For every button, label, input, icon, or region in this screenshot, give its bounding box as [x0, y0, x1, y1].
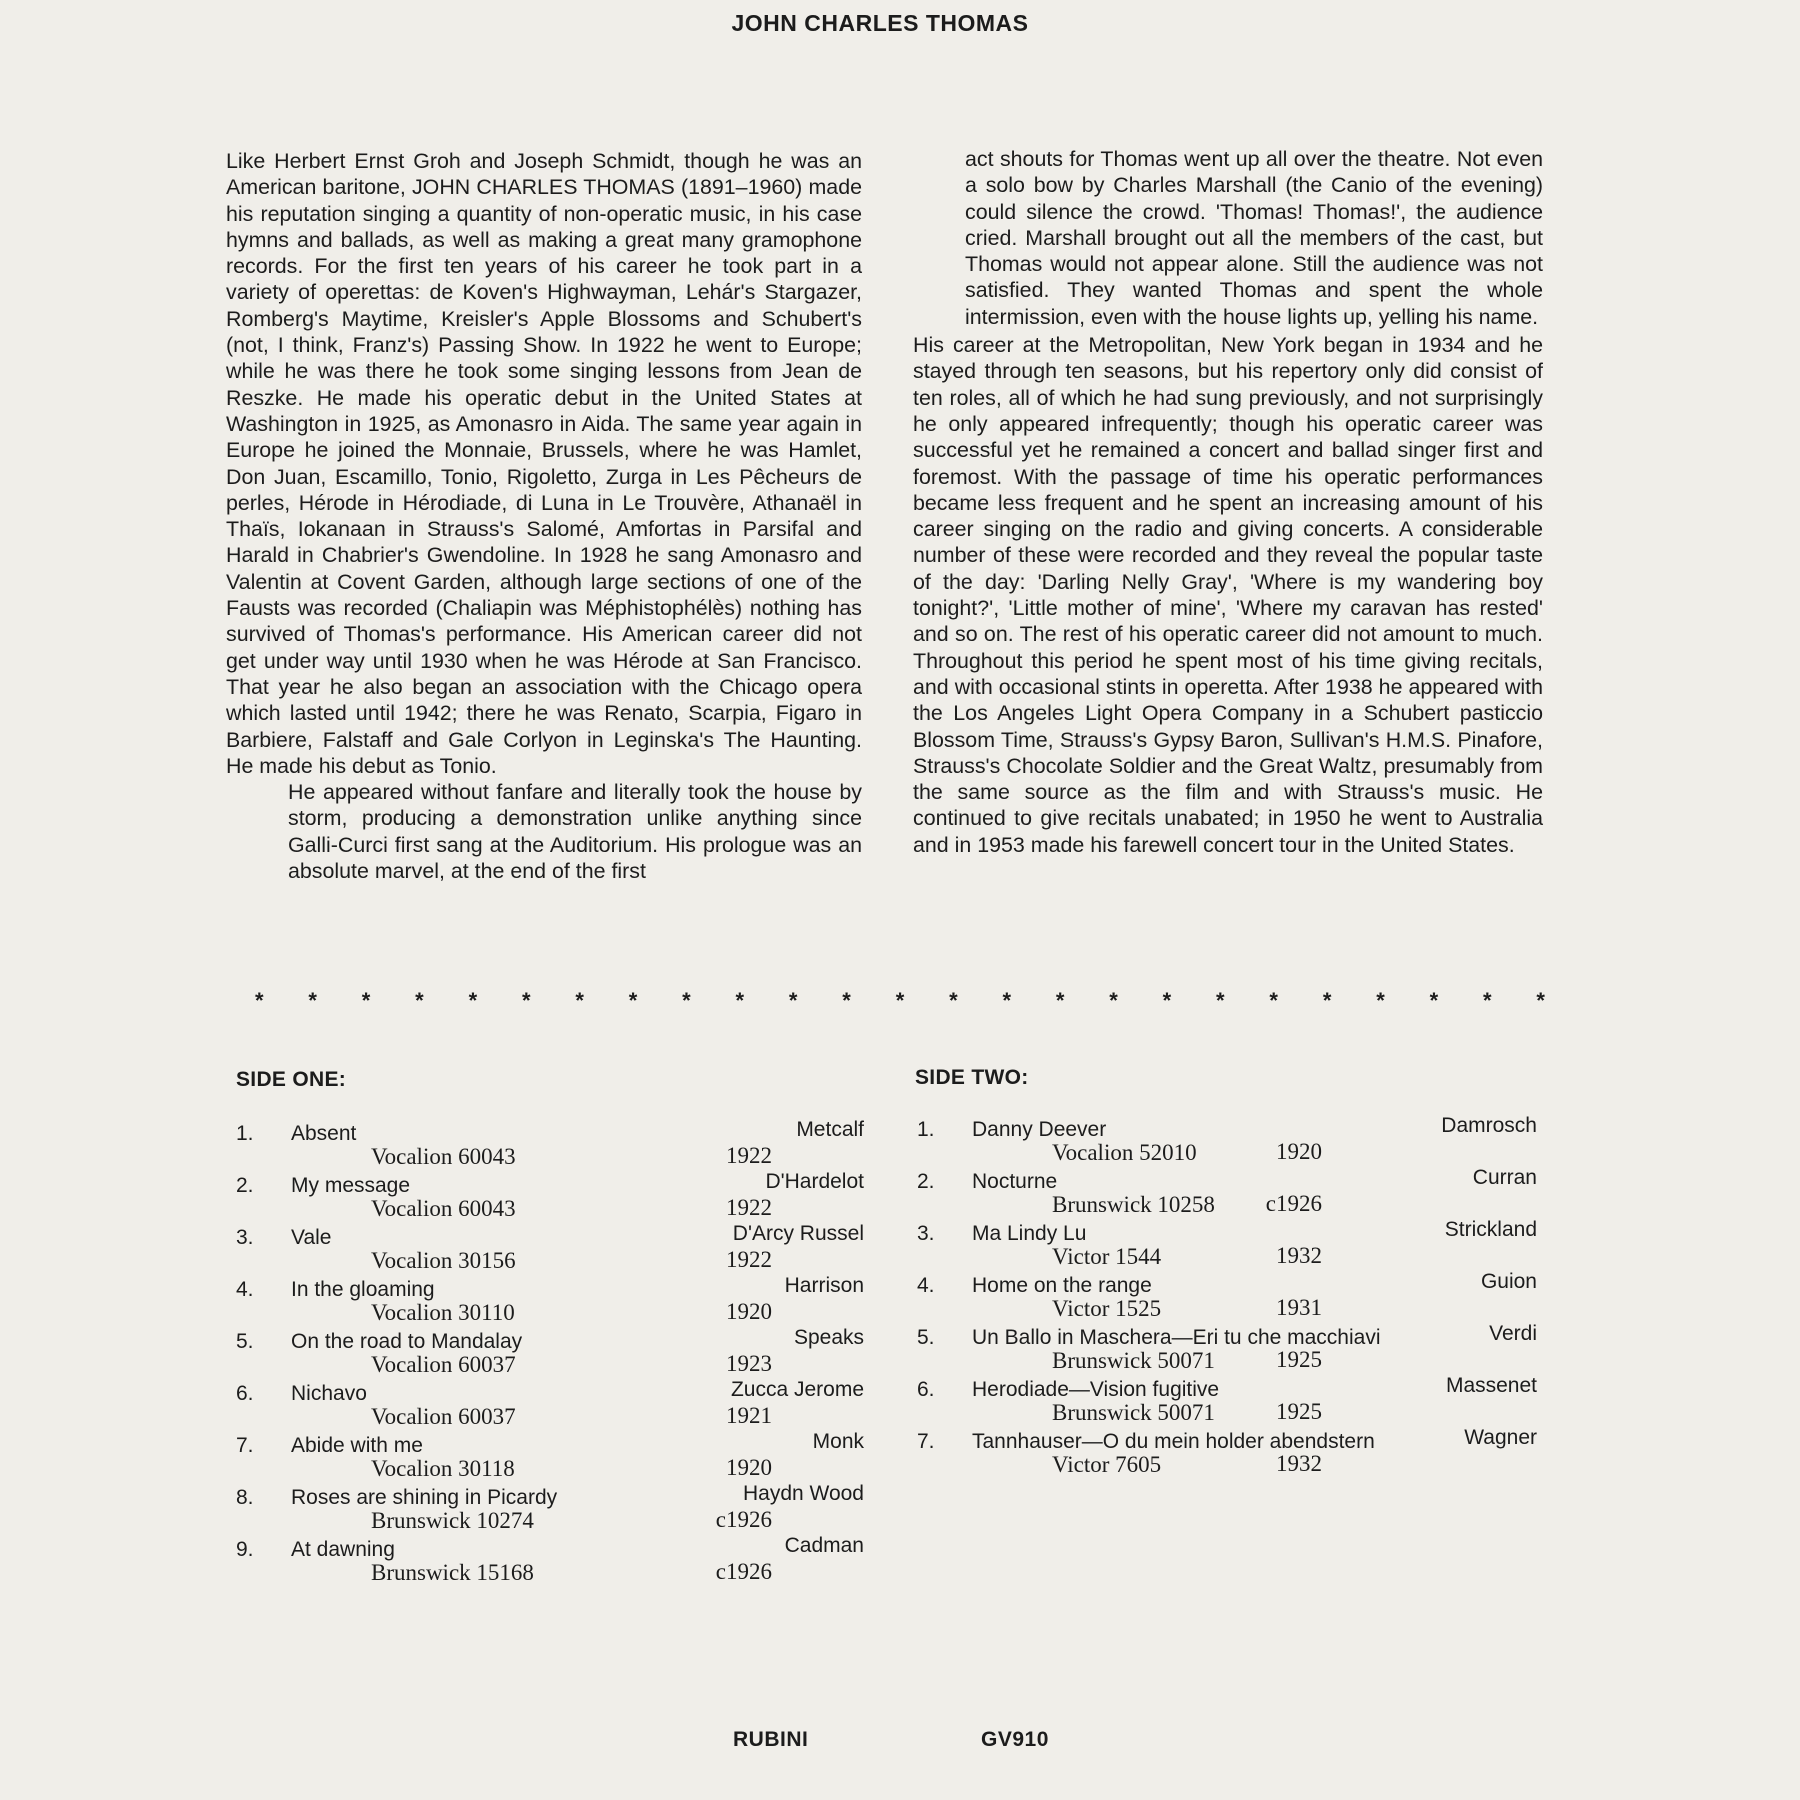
- track-title: Abide with me: [291, 1434, 423, 1457]
- track-number: 4.: [917, 1274, 935, 1297]
- separator-star: *: [842, 988, 851, 1013]
- track-year: c1926: [1265, 1191, 1322, 1216]
- quoted-review-start: He appeared without fanfare and literally took the house by storm, producing a demonstration unlike anything since Galli-Curci first sang at the Auditorium. His prologue was an absolute marvel, at the end of the first: [288, 780, 862, 884]
- separator-star: *: [361, 988, 371, 1013]
- track-title: Herodiade—Vision fugitive: [972, 1378, 1220, 1401]
- track-title: At dawning: [291, 1538, 395, 1561]
- separator-star: *: [1536, 988, 1545, 1013]
- track-year: 1923: [726, 1351, 772, 1376]
- track-row: [917, 1322, 1537, 1374]
- separator-star: *: [1482, 988, 1492, 1013]
- track-row: [917, 1374, 1537, 1426]
- track-year: 1931: [1276, 1295, 1322, 1320]
- track-record-label: Vocalion 30118: [371, 1456, 515, 1481]
- catalog-number: GV910: [981, 1728, 1049, 1751]
- separator-star: *: [1055, 988, 1065, 1013]
- track-year: 1925: [1276, 1347, 1322, 1372]
- track-year: 1922: [726, 1195, 772, 1220]
- separator-star: *: [1109, 988, 1118, 1013]
- separator-star: *: [628, 988, 638, 1013]
- track-row: [236, 1274, 864, 1326]
- track-record-label: Vocalion 30110: [371, 1300, 515, 1325]
- track-year: c1926: [715, 1507, 772, 1532]
- separator-star: *: [308, 988, 317, 1013]
- separator-star: *: [575, 988, 584, 1013]
- track-record-label: Vocalion 60043: [371, 1144, 516, 1169]
- track-row: [236, 1118, 864, 1170]
- separator-star: *: [415, 988, 424, 1013]
- track-composer: Massenet: [1445, 1374, 1537, 1397]
- track-title: Vale: [291, 1226, 332, 1249]
- track-year: 1920: [1276, 1139, 1322, 1164]
- track-composer: Cadman: [784, 1534, 864, 1557]
- career-paragraph: His career at the Metropolitan, New York began in 1934 and he stayed through ten seasons, but his repertory only did consist of ten roles, all of which he had sung previously, and not surprisingly he only appeared infrequently; though his operatic career was successful yet he remained a concert and ballad singer first and foremost. With the passage of time his operatic performances became less frequent and he spent an increasing amount of his career singing on the radio and giving concerts. A considerable number of these were recorded and they reveal the popular taste of the day: 'Darling Nelly Gray', 'Where is my wandering boy tonight?', 'Little mother of mine', 'Where my caravan has rested' and so on. The rest of his operatic career did not amount to much. Throughout this period he spent most of his time giving recitals, and with occasional stints in operetta. After 1938 he appeared with the Los Angeles Light Opera Company in a Schubert pasticcio Blossom Time, Strauss's Gypsy Baron, Sullivan's H.M.S. Pinafore, Strauss's Chocolate Soldier and the Great Waltz, presumably from the same source as the film and with Strauss's music. He continued to give recitals unabated; in 1950 he went to Australia and in 1953 made his farewell concert tour in the United States.: [913, 333, 1543, 857]
- track-record-label: Vocalion 30156: [371, 1248, 516, 1273]
- track-year: 1921: [726, 1403, 772, 1428]
- track-composer: Harrison: [784, 1274, 864, 1297]
- track-year: 1920: [726, 1455, 772, 1480]
- separator-star: *: [735, 988, 745, 1013]
- track-record-label: Brunswick 50071: [1052, 1348, 1215, 1373]
- track-number: 6.: [236, 1382, 254, 1405]
- track-title: Ma Lindy Lu: [972, 1222, 1087, 1245]
- track-composer: Haydn Wood: [742, 1482, 864, 1505]
- track-title: In the gloaming: [291, 1278, 435, 1301]
- separator-star: *: [1322, 988, 1332, 1013]
- track-year: 1922: [726, 1143, 772, 1168]
- quoted-review-end: act shouts for Thomas went up all over the theatre. Not even a solo bow by Charles Marshall (the Canio of the evening) could silence the crowd. 'Thomas! Thomas!', the audience cried. Marshall brought out all the members of the cast, but Thomas would not appear alone. Still the audience was not satisfied. They wanted Thomas and spent the whole intermission, even with the house lights up, yelling his name.: [965, 147, 1543, 329]
- track-composer: Metcalf: [796, 1118, 864, 1141]
- track-record-label: Vocalion 52010: [1052, 1140, 1197, 1165]
- track-year: 1932: [1276, 1243, 1322, 1268]
- track-row: [236, 1482, 864, 1534]
- side-one-heading: SIDE ONE:: [236, 1068, 347, 1091]
- track-title: Home on the range: [972, 1274, 1152, 1297]
- separator-star: *: [1269, 988, 1278, 1013]
- track-row: [917, 1426, 1537, 1478]
- separator-star: *: [468, 988, 478, 1013]
- track-record-label: Victor 1544: [1052, 1244, 1162, 1269]
- track-row: [917, 1218, 1537, 1270]
- track-row: [236, 1326, 864, 1378]
- track-title: Danny Deever: [972, 1118, 1107, 1141]
- track-row: [236, 1170, 864, 1222]
- track-composer: Verdi: [1489, 1322, 1537, 1345]
- separator-star: *: [788, 988, 798, 1013]
- track-row: [236, 1222, 864, 1274]
- track-row: [236, 1534, 864, 1586]
- track-composer: D'Arcy Russel: [732, 1222, 864, 1245]
- track-year: 1920: [726, 1299, 772, 1324]
- track-row: [917, 1166, 1537, 1218]
- track-title: On the road to Mandalay: [291, 1330, 523, 1353]
- track-title: Tannhauser—O du mein holder abendstern: [972, 1430, 1375, 1453]
- track-number: 2.: [236, 1174, 254, 1197]
- track-composer: Speaks: [793, 1326, 864, 1349]
- liner-notes-left-column: [226, 148, 862, 884]
- track-number: 7.: [917, 1430, 935, 1453]
- separator-star: *: [682, 988, 691, 1013]
- side-two-track-list: [917, 1114, 1537, 1478]
- track-year: 1922: [726, 1247, 772, 1272]
- biography-paragraph: Like Herbert Ernst Groh and Joseph Schmidt, though he was an American baritone, JOHN CHARLES THOMAS (1891–1960) made his reputation singing a quantity of non-operatic music, in his case hymns and ballads, as well as making a great many gramophone records. For the first ten years of his career he took part in a variety of operettas: de Koven's Highwayman, Lehár's Stargazer, Romberg's Maytime, Kreisler's Apple Blossoms and Schubert's (not, I think, Franz's) Passing Show. In 1922 he went to Europe; while he was there he took some singing lessons from Jean de Reszke. He made his operatic debut in the United States at Washington in 1925, as Amonasro in Aida. The same year again in Europe he joined the Monnaie, Brussels, where he was Hamlet, Don Juan, Escamillo, Tonio, Rigoletto, Zurga in Les Pêcheurs de perles, Hérode in Hérodiade, di Luna in Le Trouvère, Athanaël in Thaïs, Iokanaan in Strauss's Salomé, Amfortas in Parsifal and Harald in Chabrier's Gwendoline. In 1928 he sang Amonasro and Valentin at Covent Garden, although large sections of one of the Fausts was recorded (Chaliapin was Méphistophélès) nothing has survived of Thomas's performance. His American career did not get under way until 1930 when he was Hérode at San Francisco. That year he also began an association with the Chicago opera which lasted until 1942; there he was Renato, Scarpia, Figaro in Barbiere, Falstaff and Gale Corlyon in Leginska's The Haunting. He made his debut as Tonio.: [226, 149, 862, 778]
- side-two-heading: SIDE TWO:: [915, 1066, 1029, 1089]
- separator-star: *: [1162, 988, 1172, 1013]
- separator-star: *: [895, 988, 905, 1013]
- track-year: 1932: [1276, 1451, 1322, 1476]
- track-record-label: Brunswick 15168: [371, 1560, 534, 1585]
- separator-star: *: [1376, 988, 1385, 1013]
- separator-star: *: [1429, 988, 1439, 1013]
- track-record-label: Brunswick 10274: [371, 1508, 534, 1533]
- track-number: 4.: [236, 1278, 254, 1301]
- track-composer: D'Hardelot: [765, 1170, 864, 1193]
- separator-star: *: [1002, 988, 1012, 1013]
- track-composer: Damrosch: [1441, 1114, 1537, 1137]
- track-composer: Wagner: [1464, 1426, 1537, 1449]
- track-number: 3.: [236, 1226, 254, 1249]
- track-number: 8.: [236, 1486, 254, 1509]
- separator-star: *: [255, 988, 264, 1013]
- track-year: c1926: [715, 1559, 772, 1584]
- separator-star: *: [949, 988, 958, 1013]
- track-record-label: Vocalion 60043: [371, 1196, 516, 1221]
- track-number: 5.: [236, 1330, 254, 1353]
- track-record-label: Brunswick 10258: [1052, 1192, 1215, 1217]
- track-number: 2.: [917, 1170, 935, 1193]
- separator-star: *: [521, 988, 531, 1013]
- track-composer: Curran: [1472, 1166, 1537, 1189]
- track-year: 1925: [1276, 1399, 1322, 1424]
- track-title: Un Ballo in Maschera—Eri tu che macchiavi: [972, 1326, 1381, 1349]
- track-number: 1.: [917, 1118, 935, 1141]
- star-separator: [255, 988, 1545, 1014]
- track-composer: Guion: [1480, 1270, 1537, 1293]
- track-number: 3.: [917, 1222, 935, 1245]
- track-composer: Monk: [812, 1430, 864, 1453]
- track-number: 6.: [917, 1378, 935, 1401]
- track-row: [917, 1270, 1537, 1322]
- track-composer: Strickland: [1444, 1218, 1537, 1241]
- side-one-track-list: [236, 1118, 864, 1586]
- page-title: JOHN CHARLES THOMAS: [731, 10, 1029, 36]
- track-number: 5.: [917, 1326, 935, 1349]
- liner-notes-right-column: [913, 146, 1543, 858]
- track-record-label: Vocalion 60037: [371, 1352, 516, 1377]
- track-composer: Zucca Jerome: [730, 1378, 864, 1401]
- track-title: Nichavo: [291, 1382, 367, 1405]
- track-title: My message: [291, 1174, 411, 1197]
- track-title: Absent: [291, 1122, 357, 1145]
- track-record-label: Vocalion 60037: [371, 1404, 516, 1429]
- track-row: [236, 1378, 864, 1430]
- track-title: Roses are shining in Picardy: [291, 1486, 558, 1509]
- track-row: [236, 1430, 864, 1482]
- separator-star: *: [1216, 988, 1225, 1013]
- track-number: 7.: [236, 1434, 254, 1457]
- track-record-label: Victor 7605: [1052, 1452, 1162, 1477]
- record-label: RUBINI: [733, 1728, 809, 1751]
- track-row: [917, 1114, 1537, 1166]
- track-number: 1.: [236, 1122, 254, 1145]
- track-title: Nocturne: [972, 1170, 1058, 1193]
- track-record-label: Victor 1525: [1052, 1296, 1162, 1321]
- track-record-label: Brunswick 50071: [1052, 1400, 1215, 1425]
- track-number: 9.: [236, 1538, 254, 1561]
